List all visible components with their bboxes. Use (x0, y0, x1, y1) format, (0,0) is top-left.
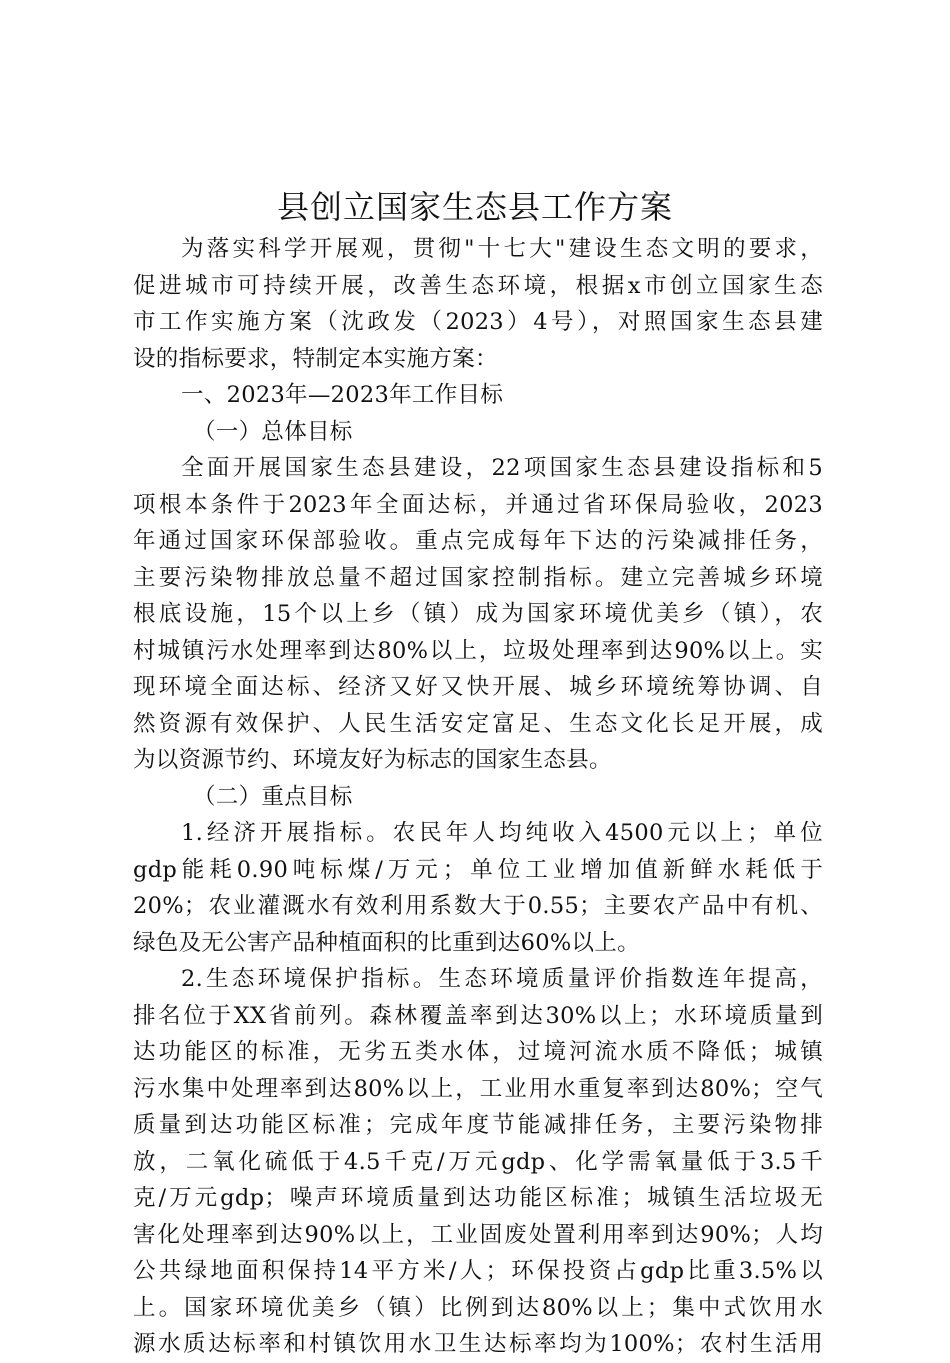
paragraph-intro-line-2: 促进城市可持续开展，改善生态环境，根据x市创立国家生态 (133, 272, 823, 299)
section-heading-1: 一、2023年—2023年工作目标 (181, 382, 504, 408)
paragraph-ecology-line-2: 排名位于XX省前列。森林覆盖率到达30%以上；水环境质量到 (133, 1002, 823, 1029)
paragraph-ecology-line-9: 公共绿地面积保持14平方米/人；环保投资占gdp比重3.5%以 (133, 1258, 823, 1284)
paragraph-overall-line-2: 项根本条件于2023年全面达标，并通过省环保局验收，2023 (133, 491, 823, 518)
paragraph-economy-line-2: gdp能耗0.90吨标煤/万元；单位工业增加值新鲜水耗低于 (133, 856, 823, 883)
paragraph-overall-line-3: 年通过国家环保部验收。重点完成每年下达的污染减排任务， (133, 528, 823, 554)
paragraph-overall-line-1: 全面开展国家生态县建设，22项国家生态县建设指标和5 (181, 455, 823, 481)
paragraph-economy-line-3: 20%；农业灌溉水有效利用系数大于0.55；主要农产品中有机、 (133, 893, 823, 919)
paragraph-ecology-line-1: 2.生态环境保护指标。生态环境质量评价指数连年提高， (181, 966, 823, 992)
paragraph-ecology-line-10: 上。国家环境优美乡（镇）比例到达80%以上；集中式饮用水 (133, 1294, 823, 1321)
subsection-heading-2: （二）重点目标 (193, 783, 353, 810)
paragraph-ecology-line-5: 质量到达功能区标准；完成年度节能减排任务，主要污染物排 (133, 1112, 823, 1138)
paragraph-ecology-line-3: 达功能区的标准，无劣五类水体，过境河流水质不降低；城镇 (133, 1039, 823, 1065)
paragraph-economy-line-4: 绿色及无公害产品种植面积的比重到达60%以上。 (133, 929, 640, 956)
paragraph-intro-line-3: 市工作实施方案（沈政发（2023）4号），对照国家生态县建 (133, 309, 823, 335)
paragraph-overall-line-7: 现环境全面达标、经济又好又快开展、城乡环境统筹协调、自 (133, 674, 823, 700)
paragraph-ecology-line-8: 害化处理率到达90%以上，工业固废处置利用率到达90%；人均 (133, 1221, 823, 1248)
subsection-heading-1: （一）总体目标 (193, 418, 353, 445)
paragraph-overall-line-6: 村城镇污水处理率到达80%以上，垃圾处理率到达90%以上。实 (133, 637, 823, 664)
paragraph-overall-line-5: 根底设施，15个以上乡（镇）成为国家环境优美乡（镇），农 (133, 601, 823, 627)
paragraph-ecology-line-7: 克/万元gdp；噪声环境质量到达功能区标准；城镇生活垃圾无 (133, 1185, 823, 1211)
paragraph-overall-line-8: 然资源有效保护、人民生活安定富足、生态文化长足开展，成 (133, 710, 823, 737)
paragraph-ecology-line-6: 放，二氧化硫低于4.5千克/万元gdp、化学需氧量低于3.5千 (133, 1148, 823, 1175)
paragraph-ecology-line-11: 源水质达标率和村镇饮用水卫生达标率均为100%；农村生活用 (133, 1331, 823, 1357)
paragraph-economy-line-1: 1.经济开展指标。农民年人均纯收入4500元以上；单位 (181, 820, 823, 846)
document-body (133, 231, 823, 1363)
paragraph-intro-line-1: 为落实科学开展观，贯彻"十七大"建设生态文明的要求， (181, 236, 823, 262)
document-title: 县创立国家生态县工作方案 (276, 188, 673, 226)
paragraph-intro-line-4: 设的指标要求，特制定本实施方案： (133, 345, 498, 372)
paragraph-overall-line-4: 主要污染物排放总量不超过国家控制指标。建立完善城乡环境 (133, 564, 823, 591)
paragraph-ecology-line-4: 污水集中处理率到达80%以上，工业用水重复率到达80%；空气 (133, 1075, 823, 1102)
paragraph-overall-line-9: 为以资源节约、环境友好为标志的国家生态县。 (133, 747, 612, 773)
